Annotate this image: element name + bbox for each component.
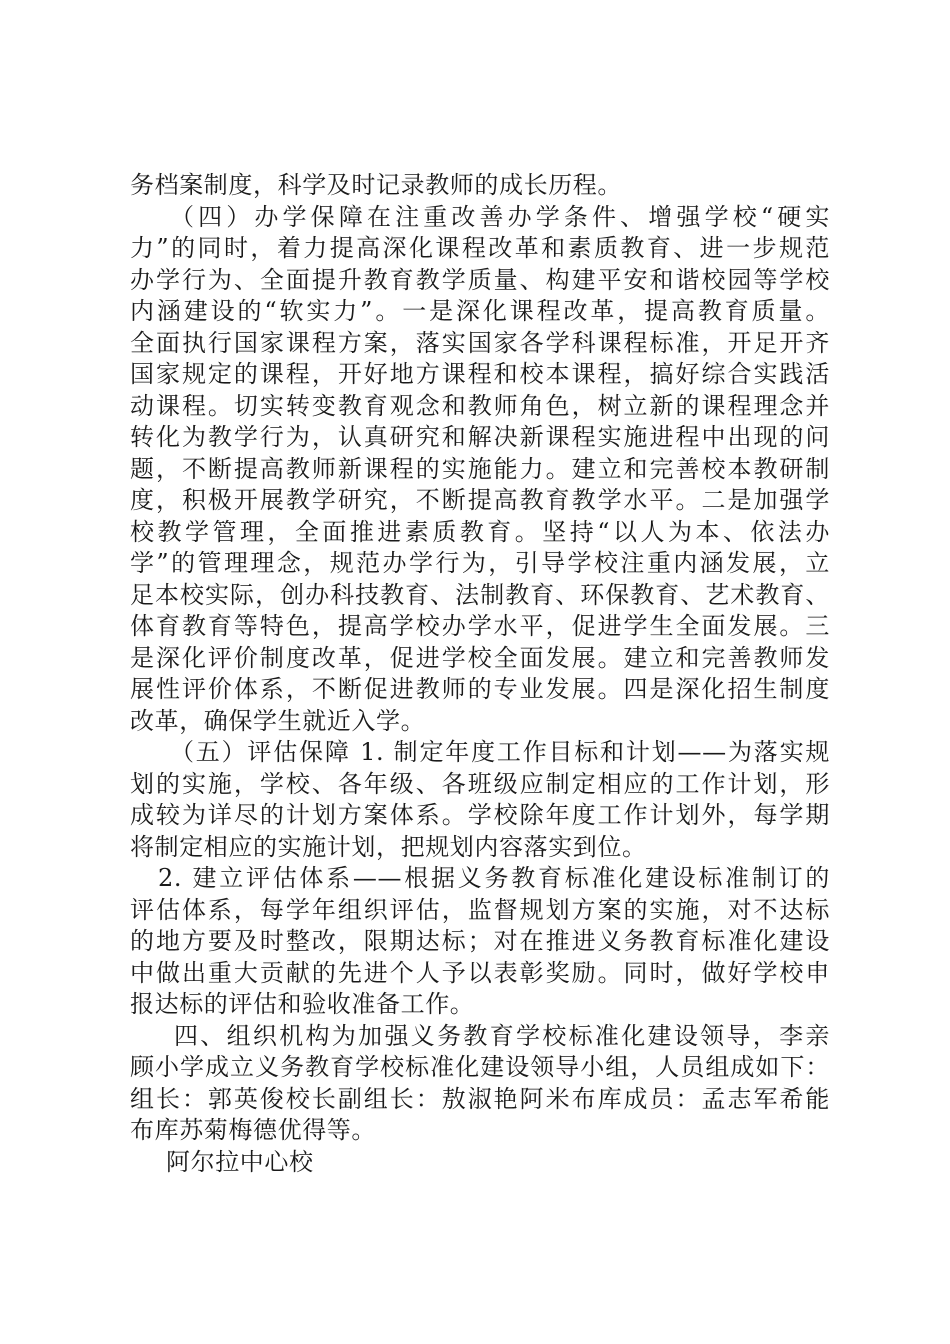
text-line: 划的实施，学校、各年级、各班级应制定相应的工作计划，形 [130,769,830,798]
text-line: 报达标的评估和验收准备工作。 [130,990,475,1018]
text-line: 改革，确保学生就近入学。 [130,706,426,735]
text-line: 展性评价体系，不断促进教师的专业发展。四是深化招生制度 [130,675,830,703]
text-line: 力”的同时，着力提高深化课程改革和素质教育、进一步规范 [130,234,830,262]
text-line: 中做出重大贡献的先进个人予以表彰奖励。同时，做好学校申 [130,958,830,987]
text-line: 国家规定的课程，开好地方课程和校本课程，搞好综合实践活 [130,360,830,388]
text-line: 布库苏菊梅德优得等。 [130,1116,376,1144]
text-line: 题，不断提高教师新课程的实施能力。建立和完善校本教研制 [130,454,830,483]
text-line: 度，积极开展教学研究，不断提高教育教学水平。二是加强学 [130,486,830,514]
text-line: 将制定相应的实施计划，把规划内容落实到位。 [130,832,647,861]
text-line: 务档案制度，科学及时记录教师的成长历程。 [130,171,622,199]
paragraph-start-line: 四、组织机构为加强义务教育学校标准化建设领导，李亲 [174,1021,830,1050]
text-line: 顾小学成立义务教育学校标准化建设领导小组，人员组成如下： [130,1053,830,1081]
text-line: 评估体系，每学年组织评估，监督规划方案的实施，对不达标 [130,895,830,924]
text-line: 体育教育等特色，提高学校办学水平，促进学生全面发展。三 [130,612,830,640]
paragraph-start-line: （四）办学保障在注重改善办学条件、增强学校“硬实 [170,202,830,231]
text-line: 办学行为、全面提升教育教学质量、构建平安和谐校园等学校 [130,265,830,294]
text-line: 组长：郭英俊校长副组长：敖淑艳阿米布库成员：孟志军希能 [130,1084,830,1113]
text-line: 转化为教学行为，认真研究和解决新课程实施进程中出现的问 [130,423,830,451]
text-line: 学”的管理理念，规范办学行为，引导学校注重内涵发展，立 [130,549,830,577]
signature-line: 阿尔拉中心校 [166,1147,314,1176]
paragraph-start-line: 2. 建立评估体系——根据义务教育标准化建设标准制订的 [158,864,830,892]
paragraph-start-line: （五）评估保障 1. 制定年度工作目标和计划——为落实规 [170,738,830,766]
text-line: 校教学管理，全面推进素质教育。坚持“以人为本、依法办 [130,517,830,546]
text-line: 成较为详尽的计划方案体系。学校除年度工作计划外，每学期 [130,801,830,829]
text-line: 的地方要及时整改，限期达标；对在推进义务教育标准化建设 [130,927,830,955]
text-line: 足本校实际，创办科技教育、法制教育、环保教育、艺术教育、 [130,580,830,609]
text-line: 内涵建设的“软实力”。一是深化课程改革，提高教育质量。 [130,297,830,325]
text-line: 全面执行国家课程方案，落实国家各学科课程标准，开足开齐 [130,328,830,357]
text-line: 动课程。切实转变教育观念和教师角色，树立新的课程理念并 [130,391,830,420]
text-line: 是深化评价制度改革，促进学校全面发展。建立和完善教师发 [130,643,830,672]
document-body [130,170,830,1178]
